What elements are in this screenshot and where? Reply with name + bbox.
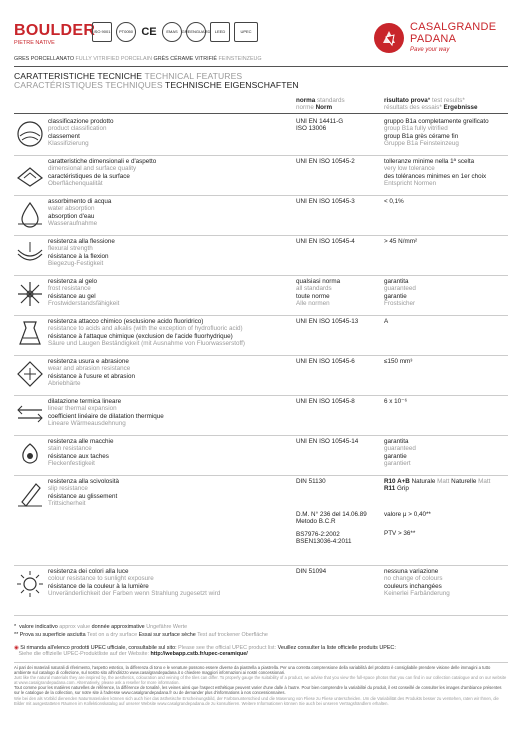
feature-label-it: resistenza alla flessione bbox=[48, 238, 115, 245]
feature-label-it: resistenza alle macchie bbox=[48, 438, 114, 445]
standard-value: DIN 51094 bbox=[296, 568, 327, 575]
feature-label-fr: résistance à l'attaque chimique (exclusion de l'acide fluorhydrique) bbox=[48, 332, 233, 340]
standard-value: UNI EN ISO 10545-8 bbox=[296, 398, 355, 405]
feature-label-fr: absorption d'eau bbox=[48, 212, 95, 220]
feature-label-en: colour resistance to sunlight exposure bbox=[48, 575, 154, 583]
standard-value: DIN 51130 bbox=[296, 478, 326, 485]
row-divider bbox=[14, 615, 508, 616]
feature-label-de: Frostwiderstandsfähigkeit bbox=[48, 299, 120, 307]
iso-cert-icon: ISO 9001 bbox=[92, 22, 112, 42]
result-value: ≤150 mm³ bbox=[384, 358, 413, 365]
table-row bbox=[14, 276, 508, 316]
result-value: 6 x 10⁻⁶ bbox=[384, 398, 408, 405]
feature-label-de: Säure und Laugen Beständigkeit (mit Ausnahme von Fluorwasserstoff) bbox=[48, 339, 245, 347]
feature-label-it: assorbimento di acqua bbox=[48, 198, 112, 205]
upec-icon: UPEC bbox=[234, 22, 258, 42]
feature-label-de: Oberflächenqualität bbox=[48, 179, 103, 187]
results-header: risultato prova* test results* résultats des essais* Ergebnisse bbox=[384, 97, 478, 111]
feature-label-it: resistenza alla scivolosità bbox=[48, 478, 120, 485]
product-subtitle: PIETRE NATIVE bbox=[14, 40, 55, 46]
standard-value: UNI EN ISO 10545-3 bbox=[296, 198, 355, 205]
brand-name-line2: PADANA bbox=[410, 32, 457, 45]
footnote-2: ** Prova su superficie asciutta Test on a dry surface Essai sur surface sèche Test auf trockener Oberfläche bbox=[14, 632, 268, 638]
table-row bbox=[14, 476, 508, 566]
standard-value: qualsiasi norma all standards toute norme Alle normen bbox=[296, 278, 341, 307]
feature-label-en: stain resistance bbox=[48, 445, 92, 453]
result-value: garantita guaranteed garantie garantiert bbox=[384, 438, 416, 467]
casalgrande-logo-icon bbox=[374, 23, 404, 53]
feature-name bbox=[48, 238, 298, 267]
result-value: garantita guaranteed garantie Frostsicher bbox=[384, 278, 416, 307]
thermal-icon bbox=[14, 398, 50, 434]
standard-value: UNI EN ISO 10545-2 bbox=[296, 158, 355, 165]
standard-value: UNI EN ISO 10545-4 bbox=[296, 238, 355, 245]
table-row bbox=[14, 566, 508, 616]
feature-label-it: resistenza al gelo bbox=[48, 278, 98, 285]
table-row bbox=[14, 436, 508, 476]
table-row bbox=[14, 396, 508, 436]
feature-label-fr: résistance au gel bbox=[48, 292, 96, 300]
stain-icon bbox=[14, 438, 50, 474]
feature-name bbox=[48, 438, 298, 467]
water-icon bbox=[14, 198, 50, 234]
brand-tagline: Pave your way bbox=[410, 47, 450, 54]
table-row bbox=[14, 196, 508, 236]
result-value: nessuna variazione no change of colours couleurs inchangées Keinerlei Farbänderung bbox=[384, 568, 450, 597]
product-name: BOULDER bbox=[14, 22, 96, 39]
section-title: CARATTERISTICHE TECNICHE TECHNICAL FEATURES CARACTÉRISTIQUES TECHNIQUES TECHNISCHE EIGENSCHAFTEN bbox=[14, 71, 299, 90]
feature-label-de: Lineare Wärmeausdehnung bbox=[48, 419, 126, 427]
feature-label-de: Wasseraufnahme bbox=[48, 219, 98, 227]
feature-label-de: Biegezug-Festigkeit bbox=[48, 259, 104, 267]
feature-label-fr: résistance à la flexion bbox=[48, 252, 109, 260]
slip-result-dm: valore μ > 0,40** PTV > 36** bbox=[384, 511, 431, 538]
feature-label-fr: résistance aux taches bbox=[48, 452, 109, 460]
feature-label-de: Abriebhärte bbox=[48, 379, 81, 387]
feature-label-fr: coefficient linéaire de dilatation thermique bbox=[48, 412, 164, 420]
feature-label-en: linear thermal expansion bbox=[48, 405, 117, 413]
emas-icon: EMAS bbox=[162, 22, 182, 42]
feature-label-it: resistenza dei colori alla luce bbox=[48, 568, 129, 575]
upec-link[interactable]: http://webapp.cstb.fr/upec-ceramique/ bbox=[150, 651, 248, 658]
feature-label-de: Unveränderlichkeit der Farben wenn Strahlung zugesetzt wird bbox=[48, 589, 221, 597]
table-row bbox=[14, 236, 508, 276]
result-value: > 45 N/mm² bbox=[384, 238, 418, 245]
feature-label-fr: caractéristiques de la surface bbox=[48, 172, 130, 180]
divider bbox=[14, 66, 508, 67]
table-row bbox=[14, 316, 508, 356]
feature-label-de: Trittsicherheit bbox=[48, 499, 86, 507]
feature-label-it: classificazione prodotto bbox=[48, 118, 114, 125]
feature-label-en: slip resistance bbox=[48, 485, 88, 493]
pt-cert-icon: PT0050 bbox=[116, 22, 136, 42]
standard-value: UNI EN ISO 10545-13 bbox=[296, 318, 359, 325]
feature-label-it: resistenza usura e abrasione bbox=[48, 358, 129, 365]
chemical-icon bbox=[14, 318, 50, 354]
feature-label-en: wear and abrasion resistance bbox=[48, 365, 131, 373]
feature-name bbox=[48, 568, 298, 597]
certification-logos bbox=[92, 22, 258, 42]
dimension-icon bbox=[14, 158, 50, 194]
ce-mark-icon: CE bbox=[141, 25, 157, 38]
table-row bbox=[14, 116, 508, 156]
feature-name bbox=[48, 198, 298, 227]
feature-label-it: caratteristiche dimensionali e d'aspetto bbox=[48, 158, 157, 165]
standards-header: norma standards norme Norm bbox=[296, 97, 345, 111]
slip-standard-dm: D.M. N° 236 del 14.06.89 Metodo B.C.R BS7976-2:2002 BSEN13036-4:2011 bbox=[296, 511, 367, 545]
feature-name bbox=[48, 278, 298, 307]
feature-label-en: flexural strength bbox=[48, 245, 93, 253]
classification-icon bbox=[14, 118, 50, 154]
table-row bbox=[14, 156, 508, 196]
divider bbox=[14, 662, 508, 663]
feature-name bbox=[48, 158, 298, 187]
feature-label-fr: classement bbox=[48, 132, 80, 140]
bullet-icon: ◉ bbox=[14, 645, 19, 651]
brand-logo bbox=[374, 22, 496, 53]
result-value: A bbox=[384, 318, 389, 325]
frost-icon bbox=[14, 278, 50, 314]
slip-icon bbox=[14, 478, 50, 514]
product-line: GRES PORCELLANATO FULLY VITRIFIED PORCELAIN GRÈS CÉRAME VITRIFIÉ FEINSTEINZEUG bbox=[14, 56, 262, 62]
light-icon bbox=[14, 568, 50, 604]
feature-name bbox=[48, 358, 298, 387]
disclaimer: Ai pari dei materiali naturali di riferimento, l'aspetto estetico, la differenza di tono e le venature possono essere diverse da piastrella a piastrella. Per una corretta comprensione della variabilità del prodotto è consigliabile prendere visione delle immagini a tutto ambiente sul catalogo di collezione, sul nostro sito all'indirizzo www.casalgrandepadana.it o chiedere maggiori informazioni ai nostri concessionari. Just like the natural materials they are inspired by, the aesthetics, colouration and veining of the tiles can differ. To properly gauge the suitability of a product, we advise that you view the full-space photos that you can find in our collection catalogue and on our website at www.casalgrandepadana.com. Alternatively, please ask a reseller for more information. Tout comme pour les matières naturelles de référence, la différence de tonalité, les veines ainsi que l'aspect esthétique peuvent varier d'une dalle à l'autre. Pour bien comprendre la variabilité du produit, il est conseillé de consulter les images d'ambiance présentes sur le catalogue de la collection, sur notre site à l'adresse www.casalgrandepadana.fr ou de demander plus d'informations à nos concessionnaires. Wie bei den als Vorbild dienenden Naturmaterialien können sich auch hier das ästhetische Erscheinungsbild, der Farbtonunterschied und die Maserung von Fliese zu Fliese unterscheiden. Um die Variabilität des Produkts besser zu verstehen, raten wir Ihnen, die Bilder mit ausgestatteten Räumen im Kollektionskatalog auf unserer Website www.casalgrandepadana.de zu konsultieren. Weitere Informationen können Sie auch bei unseren Vertragshändlern erhalten. bbox=[14, 665, 507, 706]
upec-note: ◉ Si rimanda all'elenco prodotti UPEC ufficiale, consultabile sul sito: Please see the official UPEC product list: Veuillez consulter la liste officielle produits UPEC: Siehe die offizielle UPEC-Produktliste auf der Website: http://webapp.cstb.fr/upec-ceramique/ bbox=[14, 645, 396, 658]
feature-label-fr: résistance à l'usure et abrasion bbox=[48, 372, 135, 380]
feature-name bbox=[48, 118, 298, 147]
feature-name bbox=[48, 398, 298, 427]
feature-label-de: Klassifizierung bbox=[48, 139, 89, 147]
brand-name-line1: CASALGRANDE bbox=[410, 21, 497, 33]
wear-icon bbox=[14, 358, 50, 394]
leed-icon: LEED bbox=[210, 22, 230, 42]
footnote-1: * valore indicativo approx value donnée approximative Ungefähre Werte bbox=[14, 624, 188, 630]
strength-icon bbox=[14, 238, 50, 274]
feature-label-fr: résistance au glissement bbox=[48, 492, 118, 500]
result-value: gruppo B1a completamente greificato group B1a fully vitrified group B1a grès cérame fin Gruppe B1a Feinsteinzeug bbox=[384, 118, 489, 147]
divider bbox=[14, 113, 508, 114]
greenguard-icon: GREENGUARD bbox=[186, 22, 206, 42]
feature-label-de: Fleckenfestigkeit bbox=[48, 459, 95, 467]
table-row bbox=[14, 356, 508, 396]
feature-label-en: product classification bbox=[48, 125, 107, 133]
feature-name bbox=[48, 478, 298, 507]
feature-label-it: dilatazione termica lineare bbox=[48, 398, 122, 405]
feature-label-en: frost resistance bbox=[48, 285, 91, 293]
feature-name bbox=[48, 318, 298, 347]
result-value: < 0,1% bbox=[384, 198, 404, 205]
result-value: tolleranze minime nella 1ª scelta very low tolerance des tolérances minimes en 1er choix Entspricht Normen bbox=[384, 158, 487, 187]
slip-result: R10 A+B Naturale Matt Naturelle Matt R11 Grip bbox=[384, 478, 491, 493]
standard-value: UNI EN ISO 10545-6 bbox=[296, 358, 355, 365]
feature-label-en: dimensional and surface quality bbox=[48, 165, 137, 173]
feature-label-en: resistance to acids and alkalis (with the exception of hydrofluoric acid) bbox=[48, 325, 243, 333]
feature-label-it: resistenza attacco chimico (esclusione acido fluoridrico) bbox=[48, 318, 204, 325]
feature-label-en: water absorption bbox=[48, 205, 95, 213]
feature-label-fr: résistance de la couleur à la lumière bbox=[48, 582, 149, 590]
standard-value: UNI EN ISO 10545-14 bbox=[296, 438, 359, 445]
standard-value: UNI EN 14411-G ISO 13006 bbox=[296, 118, 344, 133]
